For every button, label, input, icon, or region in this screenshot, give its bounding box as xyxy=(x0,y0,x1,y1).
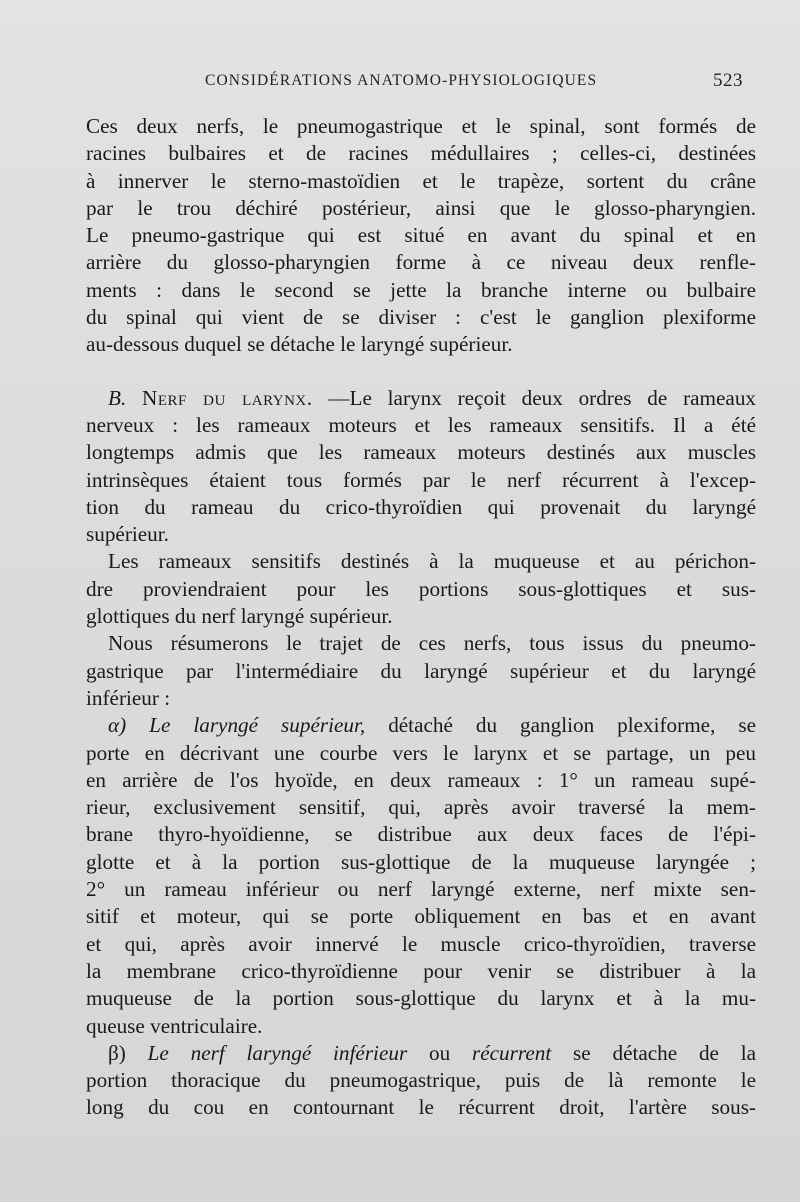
paragraph-rameaux-sensitifs xyxy=(86,548,756,630)
running-header xyxy=(0,68,800,98)
paragraph-intro xyxy=(86,113,756,359)
text-line: au-dessous duquel se détache le laryngé supérieur. xyxy=(86,332,513,357)
text-line: ments : dans le second se jette la branche interne ou bulbaire xyxy=(86,277,756,302)
italic-term: Le nerf laryngé inférieur xyxy=(147,1040,408,1065)
page-number: 523 xyxy=(713,70,743,91)
text-line: en arrière de l'os hyoïde, en deux rameaux : 1° un rameau supé- xyxy=(86,767,756,792)
text-run: se détache de la xyxy=(573,1040,757,1065)
em-dash: — xyxy=(312,385,350,410)
text-line: rieur, exclusivement sensitif, qui, après avoir traversé la mem- xyxy=(86,795,756,820)
paragraph-laryngé-supérieur xyxy=(86,712,756,1040)
text-line: Nous résumerons le trajet de ces nerfs, tous issus du pneumo- xyxy=(108,631,756,656)
text-line: intrinsèques étaient tous formés par le nerf récurrent à l'excep- xyxy=(86,467,756,492)
text-line: arrière du glosso-pharyngien forme à ce niveau deux renfle- xyxy=(86,250,756,275)
text-line: muqueuse de la portion sous-glottique du larynx et à la mu- xyxy=(86,986,756,1011)
text-line: et qui, après avoir innervé le muscle crico-thyroïdien, traverse xyxy=(86,931,756,956)
section-nerf-du-larynx xyxy=(86,385,756,549)
text-line: longtemps admis que les rameaux moteurs destinés aux muscles xyxy=(86,440,756,465)
text-line: Le pneumo-gastrique qui est situé en avant du spinal et en xyxy=(86,223,756,248)
text-run: Le larynx reçoit deux ordres de rameaux xyxy=(349,385,757,410)
text-line: porte en décrivant une courbe vers le larynx et se partage, un peu xyxy=(86,740,756,765)
text-line: supérieur. xyxy=(86,522,169,547)
text-line: 2° un rameau inférieur ou nerf laryngé externe, nerf mixte sen- xyxy=(86,877,756,902)
text-line: inférieur : xyxy=(86,685,171,710)
text-run: ou xyxy=(429,1040,451,1065)
paragraph-gap xyxy=(86,359,756,385)
text-line: glotte et à la portion sus-glottique de la muqueuse laryngée ; xyxy=(86,849,756,874)
text-line: la membrane crico-thyroïdienne pour venir se distribuer à la xyxy=(86,958,756,983)
list-marker: β) xyxy=(108,1040,126,1065)
paragraph-resume xyxy=(86,630,756,712)
text-line: dre proviendraient pour les portions sous-glottiques et sus- xyxy=(86,576,756,601)
text-line xyxy=(86,712,756,739)
text-line: tion du rameau du crico-thyroïdien qui provenait du laryngé xyxy=(86,494,756,519)
text-line: à innerver le sterno-mastoïdien et le trapèze, sortent du crâne xyxy=(86,168,756,193)
text-line: queuse ventriculaire. xyxy=(86,1013,263,1038)
list-marker: α) xyxy=(108,713,127,738)
body-text xyxy=(86,113,756,1122)
text-line: portion thoracique du pneumogastrique, puis de là remonte le xyxy=(86,1068,756,1093)
section-heading: Nerf du larynx. xyxy=(142,385,313,410)
paragraph-laryngé-inférieur xyxy=(86,1040,756,1122)
text-line: glottiques du nerf laryngé supérieur. xyxy=(86,604,393,629)
text-line xyxy=(86,1040,756,1067)
text-run: détaché du ganglion plexiforme, se xyxy=(388,713,757,738)
text-line: par le trou déchiré postérieur, ainsi que le glosso-pharyngien. xyxy=(86,195,756,220)
text-line: Les rameaux sensitifs destinés à la muqueuse et au périchon- xyxy=(108,549,756,574)
section-letter: B. xyxy=(108,385,127,410)
text-line: nerveux : les rameaux moteurs et les rameaux sensitifs. Il a été xyxy=(86,412,756,437)
text-line: brane thyro-hyoïdienne, se distribue aux deux faces de l'épi- xyxy=(86,822,756,847)
text-line: du spinal qui vient de se diviser : c'est le ganglion plexiforme xyxy=(86,305,756,330)
text-line: gastrique par l'intermédiaire du laryngé supérieur et du laryngé xyxy=(86,658,756,683)
text-line xyxy=(86,385,756,412)
italic-term: Le laryngé supérieur, xyxy=(149,713,366,738)
text-line: sitif et moteur, qui se porte obliquement en bas et en avant xyxy=(86,904,756,929)
text-line: long du cou en contournant le récurrent droit, l'artère sous- xyxy=(86,1095,756,1120)
running-title: CONSIDÉRATIONS ANATOMO-PHYSIOLOGIQUES xyxy=(205,72,598,89)
italic-term: récurrent xyxy=(471,1040,552,1065)
text-line: Ces deux nerfs, le pneumogastrique et le spinal, sont formés de xyxy=(86,114,756,138)
text-line: racines bulbaires et de racines médullaires ; celles-ci, destinées xyxy=(86,141,756,166)
